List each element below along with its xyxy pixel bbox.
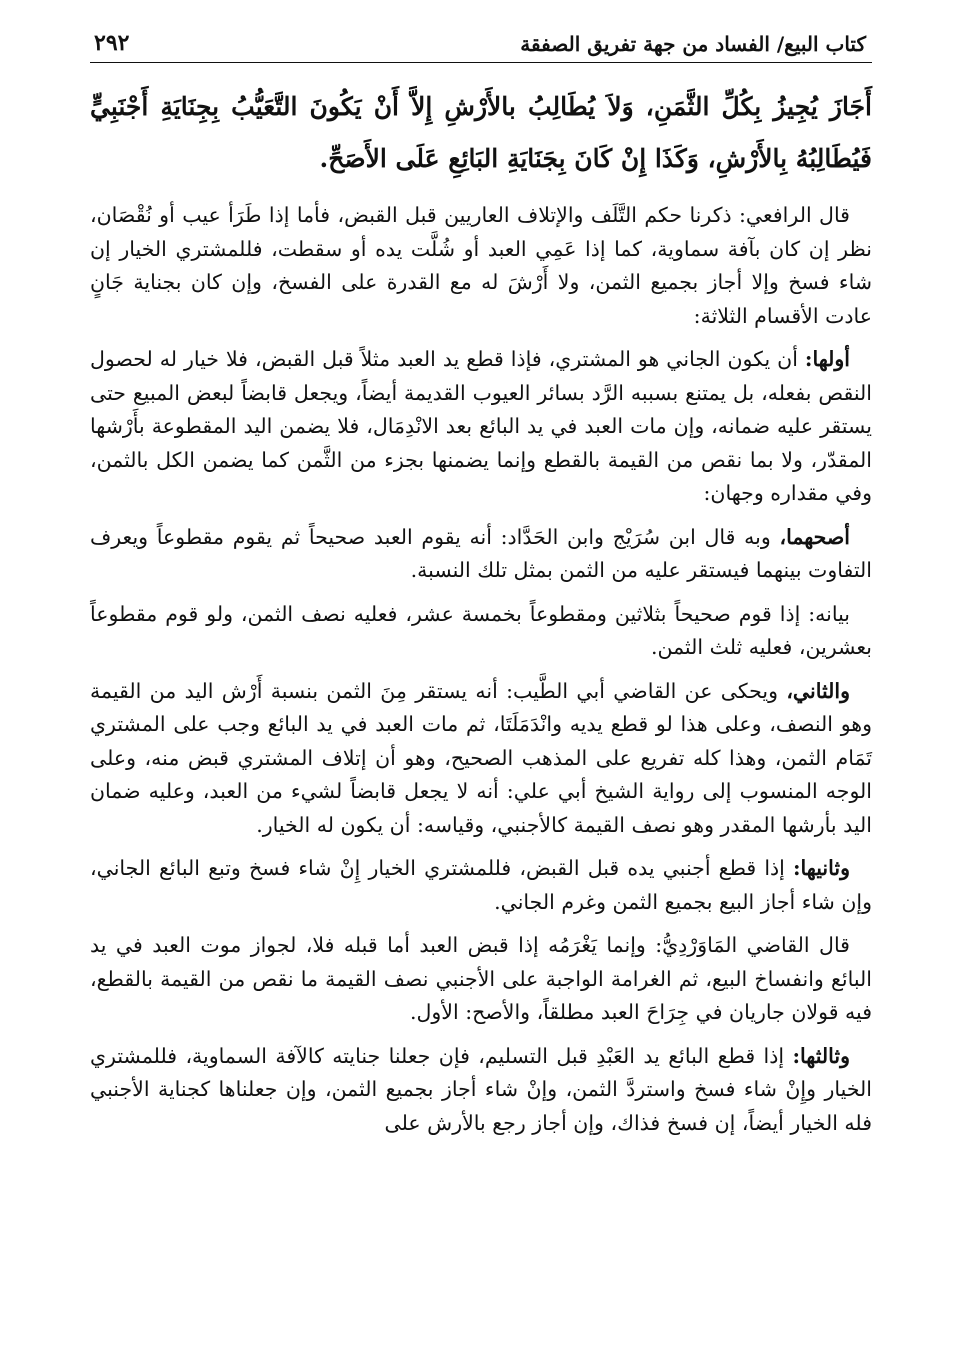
matn-text: أَجَازَ يُجِيزُ بِكُلِّ الثَّمَنِ، وَلاَ يُطَالِبُ بالأَرْشِ إِلاَّ أَنْ يَكُونَ التَّعَيُّبُ بِجِنَايَةِ أَجْنَبِيٍّ فَيُطَالِبُهُ بِالأَرْشِ، وَكَذَا إِنْ كَانَ بِجَنَايَةِ البَائِعِ عَلَى الأَصَحِّ. (90, 92, 872, 173)
running-header (90, 22, 872, 56)
paragraph (90, 929, 872, 1030)
paragraph-lead: وثالثها: (792, 1043, 850, 1068)
paragraph (90, 675, 872, 843)
book-page (90, 22, 872, 1150)
paragraph-text: إذا قطع أجنبي يده قبل القبض، فللمشتري الخيار إِنْ شاء فسخ وتبع البائع الجاني، وإن شاء أجاز البيع بجميع الثمن وغرم الجاني. (90, 856, 872, 914)
paragraph (90, 521, 872, 588)
paragraph (90, 343, 872, 511)
paragraph-lead: أصحهما، (779, 524, 850, 549)
paragraph-lead: أولها: (804, 347, 850, 371)
paragraph-text: إذا قطع البائع يد العَبْدِ قبل التسليم، فإن جعلنا جنايته كالآفة السماوية، فللمشتري الخيار وإِنْ شاء فسخ واستردَّ الثمن، وإنْ شاء أجاز بجميع الثمن، وإن جعلناها كجناية الأجنبي فله الخيار أيضاً، إن فسخ فذاك، وإن أجاز رجع بالأرش على (90, 1043, 872, 1135)
paragraph-lead: والثاني، (786, 678, 850, 703)
paragraph-text: قال القاضي المَاوَرْدِيُّ: وإنما يَغْرَمُه إذا قبض العبد أما قبله فلا، لجواز موت العبد في يد البائع وانفساخ البيع، ثم الغرامة الواجبة على الأجنبي نصف القيمة ما نقص من القيمة بالقطع، فيه قولان جاريان في جِرَاحَ العبد مطلقاً، والأصح: الأول. (90, 933, 872, 1024)
paragraph-text: بيانه: إذا قوم صحيحاً بثلاثين ومقطوعاً بخمسة عشر، فعليه نصف الثمن، ولو قوم مقطوعاً بعشرين، فعليه ثلث الثمن. (90, 601, 872, 659)
paragraph-text: ويحكى عن القاضي أبي الطَّيب: أنه يستقر مِنَ الثمن بنسبة أَرْش اليد من القيمة وهو النصف، وعلى هذا لو قطع يديه وانْدَمَلَتَا، ثم مات العبد في يد البائع وجب على المشتري تَمَام الثمن، وهذا كله تفريع على المذهب الصحيح، وهو أن إتلاف المشتري قبض منه، وعلى الوجه المنسوب إلى رواية الشيخ أبي علي: أنه لا يجعل قابضاً لشيء من العبد، وعليه ضمان اليد بأرشها المقدر وهو نصف القيمة كالأجنبي، وقياسه: أن يكون له الخيار. (90, 678, 872, 837)
paragraph (90, 199, 872, 333)
paragraph-text: قال الرافعي: ذكرنا حكم التَّلَف والإتلاف العاريين قبل القبض، فأما إذا طَرَأ عيب أو نُقْصَان، نظر إن كان بآفة سماوية، كما إذا عَمِي العبد أو شُلَّت يده أو سقطت، فللمشتري الخيار إن شاء فسخ وإلا أجاز بجميع الثمن، ولا أَرْشَ له مع القدرة على الفسخ، وإن كان بجناية جَانٍ عادت الأقسام الثلاثة: (90, 203, 872, 328)
paragraph (90, 598, 872, 665)
paragraph-text: وبه قال ابن سُرَيْج وابن الحَدَّاد: أنه يقوم العبد صحيحاً ثم يقوم مقطوعاً ويعرف التفاوت بينهما فيستقر عليه من الثمن بمثل تلك النسبة. (90, 524, 872, 582)
paragraph (90, 1040, 872, 1141)
paragraph-lead: وثانيها: (792, 856, 850, 880)
paragraph-text: أن يكون الجاني هو المشتري، فإذا قطع يد العبد مثلاً قبل القبض، فلا خيار له لحصول النقص بفعله، بل يمتنع بسببه الرَّد بسائر العيوب القديمة أيضاً، ويجعل قابضاً لبعض المبيع حتى يستقر عليه ضمانه، وإن مات العبد في يد البائع بعد الانْدِمَال، فلا يضمن اليد المقطوعة بأَرْشها المقدّر، ولا بما نقص من القيمة بالقطع وإنما يضمنها بجزء من الثَّمن كما يضمن الكل بالثمن، وفي مقداره وجهان: (90, 347, 872, 505)
page-number: ٢٩٢ (94, 30, 130, 56)
header-title: كتاب البيع/ الفساد من جهة تفريق الصفقة (520, 32, 866, 56)
paragraph (90, 852, 872, 919)
header-divider (90, 62, 872, 63)
